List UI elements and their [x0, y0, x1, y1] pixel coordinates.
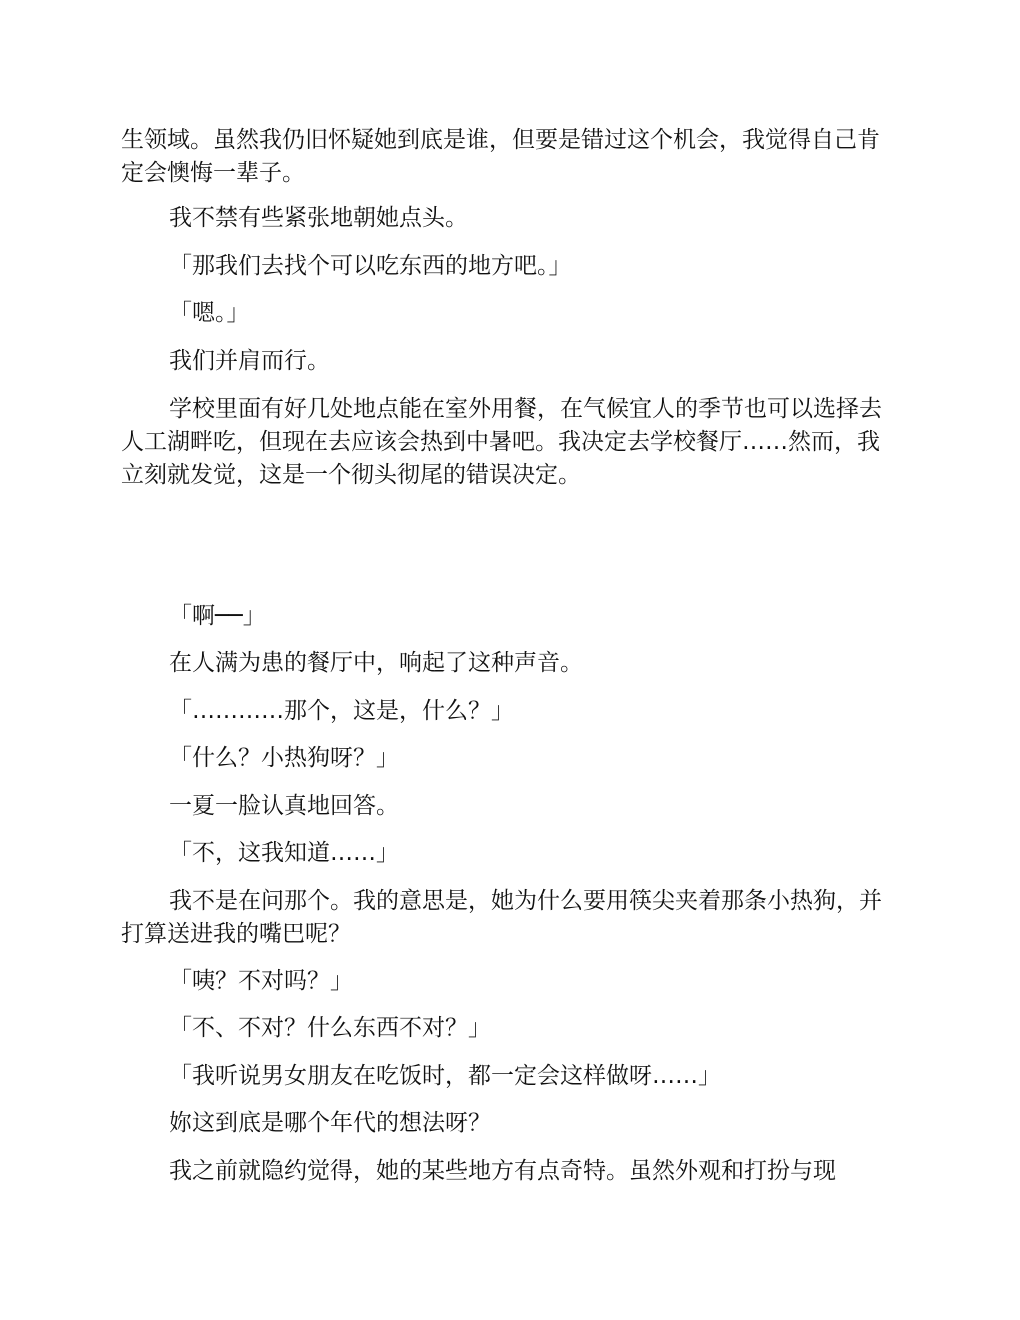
paragraph-10: 「什么？小热狗呀？」	[169, 745, 399, 771]
paragraph-15: 「不、不对？什么东西不对？」	[169, 1015, 491, 1041]
paragraph-1: 生领域。虽然我仍旧怀疑她到底是谁，但要是错过这个机会，我觉得自己肯定会懊悔一辈子。	[121, 127, 880, 186]
paragraph-2: 我不禁有些紧张地朝她点头。	[169, 205, 468, 231]
paragraph-13: 我不是在问那个。我的意思是，她为什么要用筷尖夹着那条小热狗，并打算送进我的嘴巴呢？	[121, 888, 882, 947]
paragraph-7: 「啊──」	[169, 603, 266, 629]
paragraph-8: 在人满为患的餐厅中，响起了这种声音。	[169, 650, 583, 676]
paragraph-14: 「咦？不对吗？」	[169, 968, 353, 994]
paragraph-11: 一夏一脸认真地回答。	[169, 793, 399, 819]
paragraph-6: 学校里面有好几处地点能在室外用餐，在气候宜人的季节也可以选择去人工湖畔吃，但现在去应该会热到中暑吧。我决定去学校餐厅……然而，我立刻就发觉，这是一个彻头彻尾的错误决定。	[121, 396, 882, 488]
paragraph-12: 「不，这我知道……」	[169, 840, 399, 866]
paragraph-16: 「我听说男女朋友在吃饭时，都一定会这样做呀……」	[169, 1063, 721, 1089]
paragraph-9: 「…………那个，这是，什么？」	[169, 698, 514, 724]
paragraph-4: 「嗯。」	[169, 300, 250, 326]
paragraph-17: 妳这到底是哪个年代的想法呀？	[169, 1110, 491, 1136]
paragraph-5: 我们并肩而行。	[169, 348, 330, 374]
paragraph-18: 我之前就隐约觉得，她的某些地方有点奇特。虽然外观和打扮与现	[169, 1158, 836, 1184]
paragraph-3: 「那我们去找个可以吃东西的地方吧。」	[169, 253, 572, 279]
